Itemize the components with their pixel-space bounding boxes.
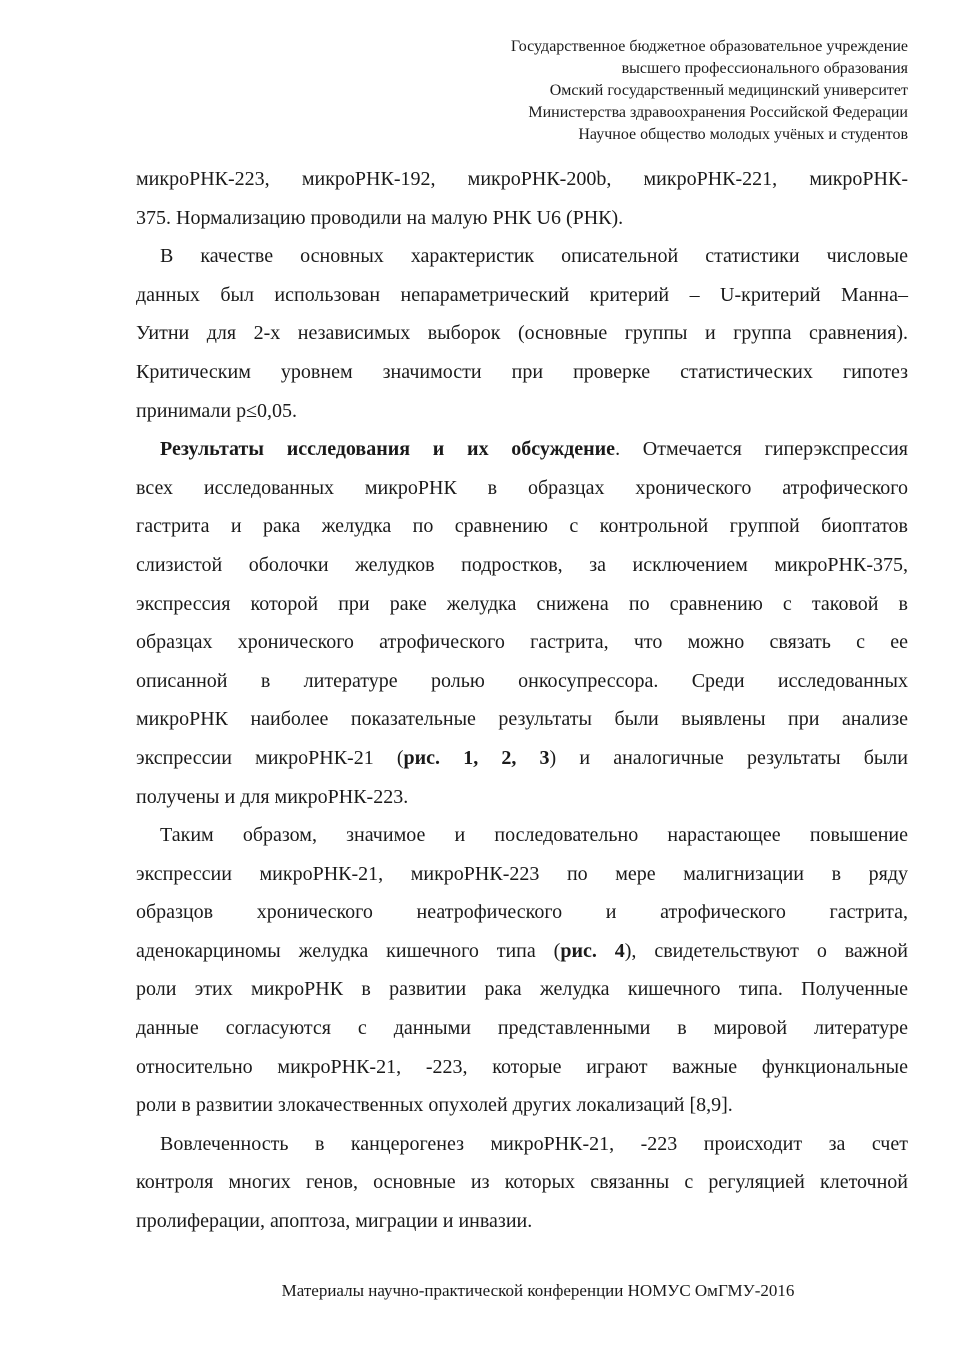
- paragraph-results: [136, 430, 908, 816]
- text-line: контроля многих генов, основные из которых связанны с регуляцией клеточной: [136, 1171, 908, 1194]
- text-line: [136, 932, 908, 971]
- text-line: Критическим уровнем значимости при проверке статистических гипотез: [136, 360, 908, 383]
- text-line: Уитни для 2-х независимых выборок (основные группы и группа сравнения).: [136, 322, 908, 345]
- paragraph-carcinogenesis: [136, 1125, 908, 1241]
- text-line: Таким образом, значимое и последовательно нарастающее повышение: [160, 824, 908, 847]
- text-fragment: ) и аналогичные результаты были: [549, 746, 908, 769]
- section-heading-results: Результаты исследования и их обсуждение: [160, 438, 616, 461]
- text-fragment: аденокарциномы желудка кишечного типа (: [136, 939, 561, 962]
- header-line: Омский государственный медицинский университет: [549, 82, 908, 99]
- text-line: Вовлеченность в канцерогенез микроРНК-21, -223 происходит за счет: [160, 1132, 908, 1155]
- text-line: экспрессия которой при раке желудка снижена по сравнению с таковой в: [136, 592, 908, 615]
- header-line: высшего профессионального образования: [621, 60, 908, 77]
- paragraph-methods-continued: [136, 160, 908, 237]
- text-line: гастрита и рака желудка по сравнению с контрольной группой биоптатов: [136, 515, 908, 538]
- header-line: Научное общество молодых учёных и студентов: [578, 126, 908, 143]
- conference-footer: Материалы научно-практической конференции НОМУС ОмГМУ-2016: [281, 1281, 795, 1300]
- text-fragment: ), свидетельствуют о важной: [624, 939, 909, 962]
- text-line: слизистой оболочки желудков подростков, за исключением микроРНК-375,: [136, 553, 908, 576]
- text-line: роли этих микроРНК в развитии рака желудка кишечного типа. Полученные: [136, 978, 908, 1001]
- text-line: получены и для микроРНК-223.: [136, 785, 409, 808]
- text-line: 375. Нормализацию проводили на малую РНК U6 (РНК).: [136, 206, 624, 229]
- text-line: описанной в литературе ролью онкосупрессора. Среди исследованных: [136, 669, 908, 692]
- text-line: пролиферации, апоптоза, миграции и инвазии.: [136, 1210, 533, 1233]
- text-line: образцов хронического неатрофического и атрофического гастрита,: [136, 901, 908, 924]
- text-line: В качестве основных характеристик описательной статистики числовые: [160, 245, 908, 268]
- text-line: [136, 739, 908, 778]
- text-line: принимали р≤0,05.: [136, 399, 298, 422]
- text-fragment: экспрессии микроРНК-21 (: [136, 746, 404, 769]
- header-line: Государственное бюджетное образовательное учреждение: [510, 38, 908, 55]
- text-line: данные согласуются с данными представленными в мировой литературе: [136, 1017, 908, 1040]
- paragraph-statistics: [136, 237, 908, 430]
- text-line: относительно микроРНК-21, -223, которые играют важные функциональные: [136, 1055, 908, 1078]
- text-line: образцах хронического атрофического гастрита, что можно связать с ее: [136, 631, 908, 654]
- text-line: микроРНК наиболее показательные результаты были выявлены при анализе: [136, 708, 908, 731]
- text-line: [136, 430, 908, 469]
- text-line: всех исследованных микроРНК в образцах хронического атрофического: [136, 476, 908, 499]
- text-line: данных был использован непараметрический критерий – U-критерий Манна–: [136, 283, 908, 306]
- text-fragment: . Отмечается гиперэкспрессия: [615, 438, 908, 461]
- text-line: экспрессии микроРНК-21, микроРНК-223 по мере малигнизации в ряду: [136, 862, 908, 885]
- paragraph-conclusion: [136, 816, 908, 1125]
- figure-reference: рис. 4: [560, 939, 625, 962]
- text-line: микроРНК-223, микроРНК-192, микроРНК-200b, микроРНК-221, микроРНК-: [136, 168, 908, 190]
- article-body: [136, 160, 908, 1241]
- institution-header: [208, 36, 908, 146]
- text-line: роли в развитии злокачественных опухолей других локализаций [8,9].: [136, 1094, 733, 1117]
- figure-reference: рис. 1, 2, 3: [403, 746, 550, 769]
- header-line: Министерства здравоохранения Российской Федерации: [528, 104, 908, 121]
